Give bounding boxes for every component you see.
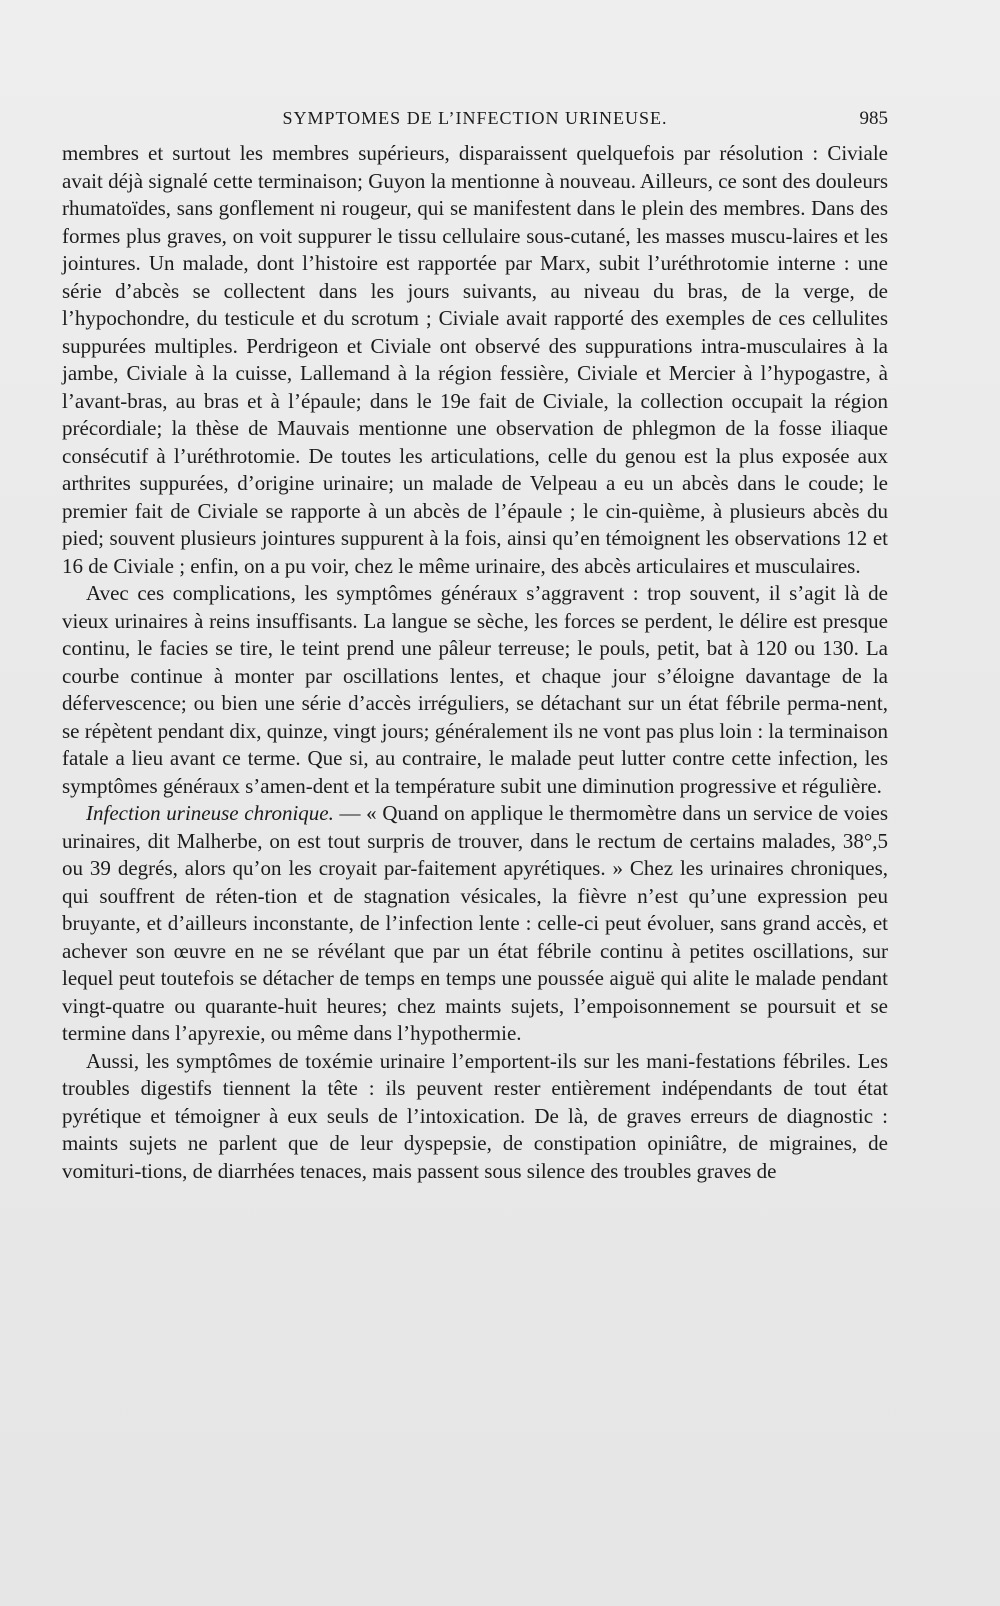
paragraph-general-symptoms — [62, 580, 888, 800]
paragraph-text: — « Quand on applique le thermomètre dans un service de voies urinaires, dit Malherbe, on est tout surpris de trouver, dans le rectum de certains malades, 38°,5 ou 39 degrés, alors qu’on les croyait par-faitement apyrétiques. » Chez les urinaires chroniques, qui souffrent de réten-tion et de stagnation vésicales, la fièvre n’est qu’une expression peu bruyante, et d’ailleurs inconstante, de l’infection lente : celle-ci peut évoluer, sans grand accès, et achever son œuvre en ne se révélant que par un état fébrile continu à petites oscillations, sur lequel peut toutefois se détacher de temps en temps une poussée aiguë qui alite le malade pendant vingt-quatre ou quarante-huit heures; chez maints sujets, l’empoisonnement se poursuit et se termine dans l’apyrexie, ou même dans l’hypothermie. — [62, 801, 888, 1045]
paragraph-complications-suppurations — [62, 140, 888, 580]
paragraph-chronic-infection — [62, 800, 888, 1048]
body-text — [62, 140, 888, 1185]
paragraph-text: Avec ces complications, les symptômes généraux s’aggravent : trop souvent, il s’agit là de vieux urinaires à reins insuffisants. La langue se sèche, les forces se perdent, le délire est presque continu, le facies se tire, le teint prend une pâleur terreuse; le pouls, petit, bat à 120 ou 130. La courbe continue à monter par oscillations lentes, et chaque jour s’éloigne davantage de la défervescence; ou bien une série d’accès irréguliers, se détachant sur un état fébrile perma-nent, se répètent pendant dix, quinze, vingt jours; généralement ils ne vont pas plus loin : la terminaison fatale a lieu avant ce terme. Que si, au contraire, le malade peut lutter contre cette infection, les symptômes généraux s’amen-dent et la température subit une diminution progressive et régulière. — [62, 581, 888, 798]
page-number: 985 — [859, 108, 888, 129]
paragraph-text: Aussi, les symptômes de toxémie urinaire l’emportent-ils sur les mani-festations fébriles. Les troubles digestifs tiennent la tête : ils peuvent rester entièrement indépendants de tout état pyrétique et témoigner à eux seuls de l’intoxication. De là, de graves erreurs de diagnostic : maints sujets ne parlent que de leur dyspepsie, de constipation opiniâtre, de migraines, de vomituri-tions, de diarrhées tenaces, mais passent sous silence des troubles graves de — [62, 1048, 888, 1183]
paragraph-text: membres et surtout les membres supérieurs, disparaissent quelquefois par résolution : Civiale avait déjà signalé cette terminaison; Guyon la mentionne à nouveau. Ailleurs, ce sont des douleurs rhumatoïdes, sans gonflement ni rougeur, qui se manifestent dans le plein des membres. Dans des formes plus graves, on voit suppurer le tissu cellulaire sous-cutané, les masses muscu-laires et les jointures. Un malade, dont l’histoire est rapportée par Marx, subit l’uréthrotomie interne : une série d’abcès se collectent dans les jours suivants, au niveau du bras, de la verge, de l’hypochondre, du testicule et du scrotum ; Civiale avait rapporté des exemples de ces cellulites suppurées multiples. Perdrigeon et Civiale ont observé des suppurations intra-musculaires à la jambe, Civiale à la cuisse, Lallemand à la région fessière, Civiale et Mercier à l’hypogastre, à l’avant-bras, au bras et à l’épaule; dans le 19e fait de Civiale, la collection occupait la région précordiale; la thèse de Mauvais mentionne une observation de phlegmon de la fosse iliaque consécutif à l’uréthrotomie. De toutes les articulations, celle du genou est la plus exposée aux arthrites suppurées, d’origine urinaire; un malade de Velpeau a eu un abcès dans le coude; le premier fait de Civiale se rapporte à un abcès de l’épaule ; le cin-quième, à plusieurs abcès du pied; souvent plusieurs jointures suppurent à la fois, ainsi qu’en témoignent les observations 12 et 16 de Civiale ; enfin, on a pu voir, chez le même urinaire, des abcès articulaires et musculaires. — [62, 141, 888, 578]
section-heading-italic: Infection urineuse chronique. — [86, 801, 334, 825]
paragraph-toxemia-symptoms — [62, 1048, 888, 1186]
running-header — [62, 108, 888, 136]
running-title: SYMPTOMES DE L’INFECTION URINEUSE. — [282, 108, 668, 128]
